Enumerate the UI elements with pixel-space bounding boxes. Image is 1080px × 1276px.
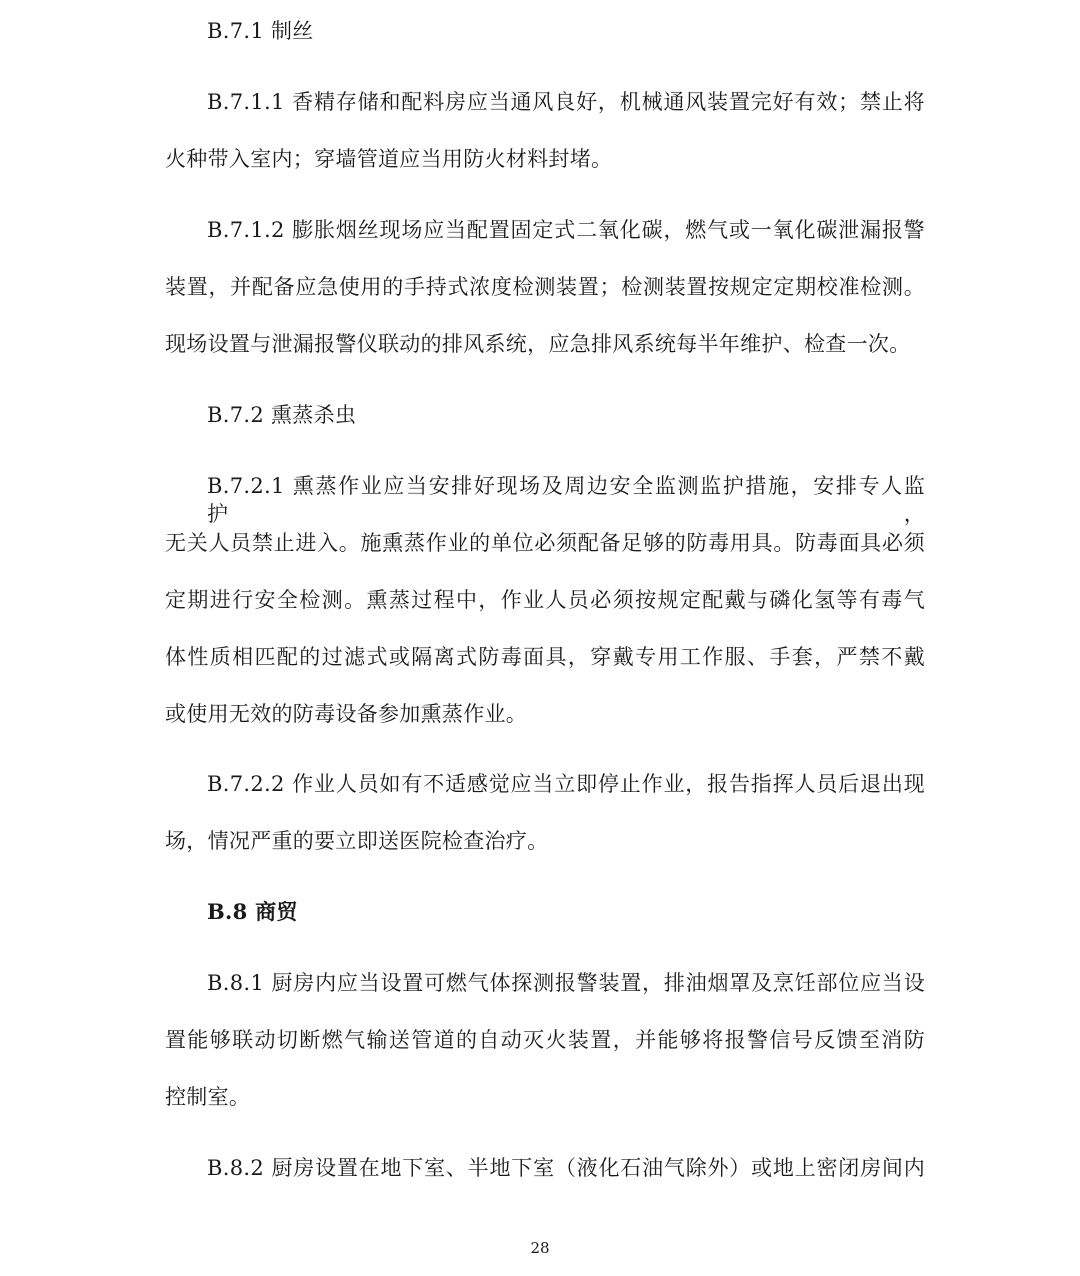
paragraph-line: 现场设置与泄漏报警仪联动的排风系统，应急排风系统每半年维护、检查一次。 — [165, 332, 911, 356]
paragraph-line: 或使用无效的防毒设备参加熏蒸作业。 — [165, 702, 528, 726]
paragraph-line: B.7.1.1 香精存储和配料房应当通风良好，机械通风装置完好有效；禁止将 — [207, 90, 925, 114]
paragraph-line: 无关人员禁止进入。施熏蒸作业的单位必须配备足够的防毒用具。防毒面具必须 — [165, 531, 925, 555]
paragraph-line: 置能够联动切断燃气输送管道的自动灭火装置，并能够将报警信号反馈至消防 — [165, 1028, 925, 1052]
paragraph-line: 体性质相匹配的过滤式或隔离式防毒面具，穿戴专用工作服、手套，严禁不戴 — [165, 645, 925, 669]
paragraph-line: 装置，并配备应急使用的手持式浓度检测装置；检测装置按规定定期校准检测。 — [165, 275, 925, 299]
paragraph-line: B.8.2 厨房设置在地下室、半地下室（液化石油气除外）或地上密闭房间内 — [207, 1156, 925, 1180]
heading-b-7-1: B.7.1 制丝 — [207, 19, 314, 43]
page-number: 28 — [530, 1239, 550, 1257]
heading-b-7-2: B.7.2 熏蒸杀虫 — [207, 403, 357, 427]
paragraph-line: 场，情况严重的要立即送医院检查治疗。 — [165, 829, 549, 853]
paragraph-line: B.7.1.2 膨胀烟丝现场应当配置固定式二氧化碳，燃气或一氧化碳泄漏报警 — [207, 218, 925, 242]
paragraph-line: 定期进行安全检测。熏蒸过程中，作业人员必须按规定配戴与磷化氢等有毒气 — [165, 588, 925, 612]
paragraph-line: 控制室。 — [165, 1085, 251, 1109]
paragraph-line: 火种带入室内；穿墙管道应当用防火材料封堵。 — [165, 147, 613, 171]
heading-b-8: B.8 商贸 — [207, 899, 298, 924]
paragraph-line: B.7.2.1 熏蒸作业应当安排好现场及周边安全监测监护措施，安排专人监护， — [207, 474, 925, 526]
paragraph-line: B.8.1 厨房内应当设置可燃气体探测报警装置，排油烟罩及烹饪部位应当设 — [207, 971, 925, 995]
paragraph-line: B.7.2.2 作业人员如有不适感觉应当立即停止作业，报告指挥人员后退出现 — [207, 772, 925, 796]
